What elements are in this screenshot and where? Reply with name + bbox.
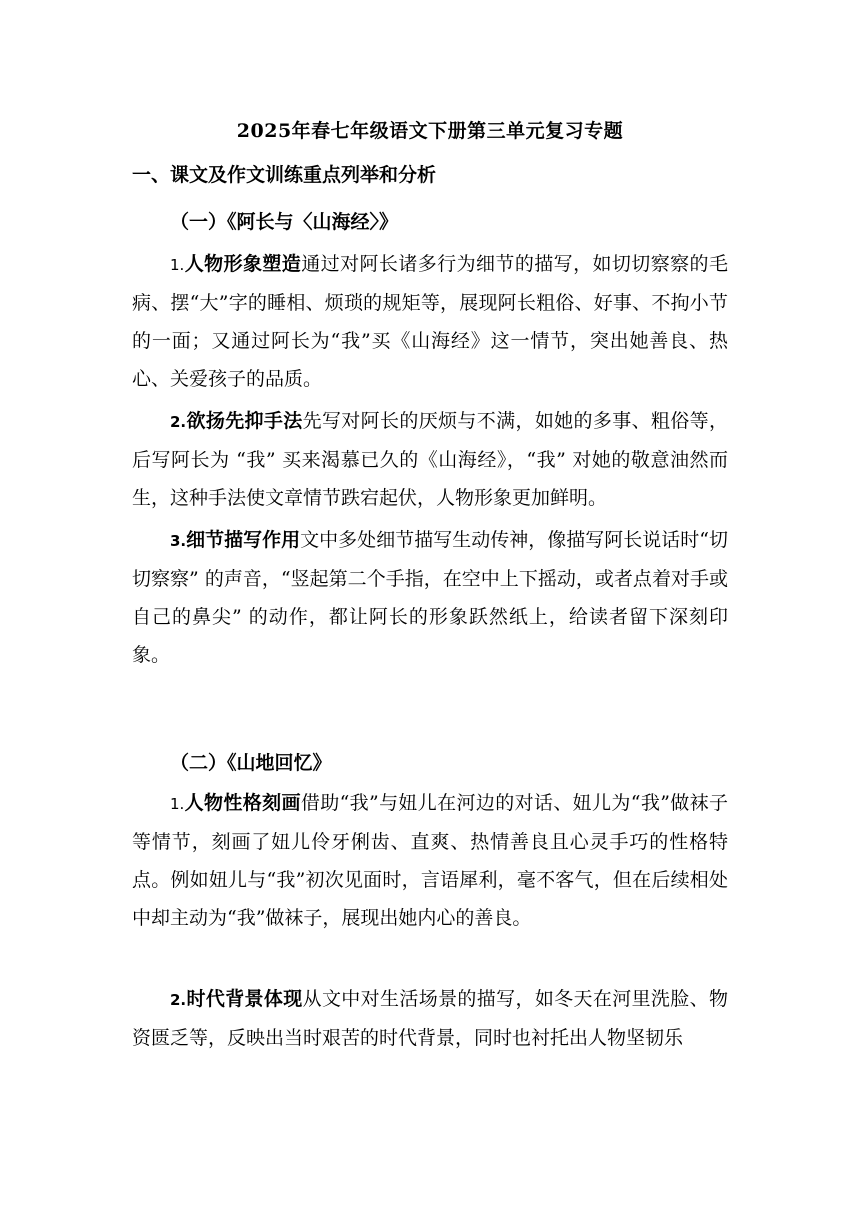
- paragraph-1-3: [132, 521, 728, 674]
- section-heading: 一、课文及作文训练重点列举和分析: [132, 164, 437, 186]
- item-text: 文中多处细节描写生动传神，像描写阿长说话时“切切察察” 的声音，“竖起第二个手指，在空中上下摇动，或者点着对手或自己的鼻尖” 的动作，都让阿长的形象跃然纸上，给读者留下深刻印象。: [132, 529, 728, 666]
- paragraph-2-2: [132, 980, 728, 1057]
- item-lead: 人物形象塑造: [184, 253, 302, 275]
- paragraph-1-2: [132, 402, 728, 517]
- subsection-heading-1: （一）《阿长与〈山海经〉》: [170, 211, 399, 233]
- paragraph-1-1: [132, 245, 728, 398]
- paragraph-2-1: [132, 784, 728, 937]
- item-number: 1.: [170, 795, 185, 813]
- item-number: 2.: [170, 991, 187, 1009]
- item-text: 从文中对生活场景的描写，如冬天在河里洗脸、物资匮乏等，反映出当时艰苦的时代背景，同时也衬托出人物坚韧乐: [132, 988, 728, 1049]
- subsection-heading-2: （二）《山地回忆》: [170, 752, 332, 774]
- item-lead: 时代背景体现: [186, 988, 303, 1010]
- item-number: 3.: [170, 532, 187, 550]
- item-lead: 欲扬先抑手法: [186, 410, 303, 432]
- document-title: 2025年春七年级语文下册第三单元复习专题: [236, 120, 624, 142]
- item-number: 1.: [170, 256, 185, 274]
- item-text: 借助“我”与妞儿在河边的对话、妞儿为“我”做袜子等情节，刻画了妞儿伶牙俐齿、直爽、热情善良且心灵手巧的性格特点。例如妞儿与“我”初次见面时，言语犀利，毫不客气，但在后续相处中却主动为“我”做袜子，展现出她内心的善良。: [132, 792, 728, 929]
- item-number: 2.: [170, 413, 187, 431]
- item-text: 先写对阿长的厌烦与不满，如她的多事、粗俗等，后写阿长为 “我” 买来渴慕已久的《山海经》，“我” 对她的敬意油然而生，这种手法使文章情节跌宕起伏，人物形象更加鲜明。: [132, 410, 728, 509]
- item-lead: 人物性格刻画: [184, 792, 301, 814]
- item-lead: 细节描写作用: [186, 529, 301, 551]
- item-text: 通过对阿长诸多行为细节的描写，如切切察察的毛病、摆“大”字的睡相、烦琐的规矩等，展现阿长粗俗、好事、不拘小节的一面；又通过阿长为“我”买《山海经》这一情节，突出她善良、热心、关爱孩子的品质。: [132, 253, 728, 390]
